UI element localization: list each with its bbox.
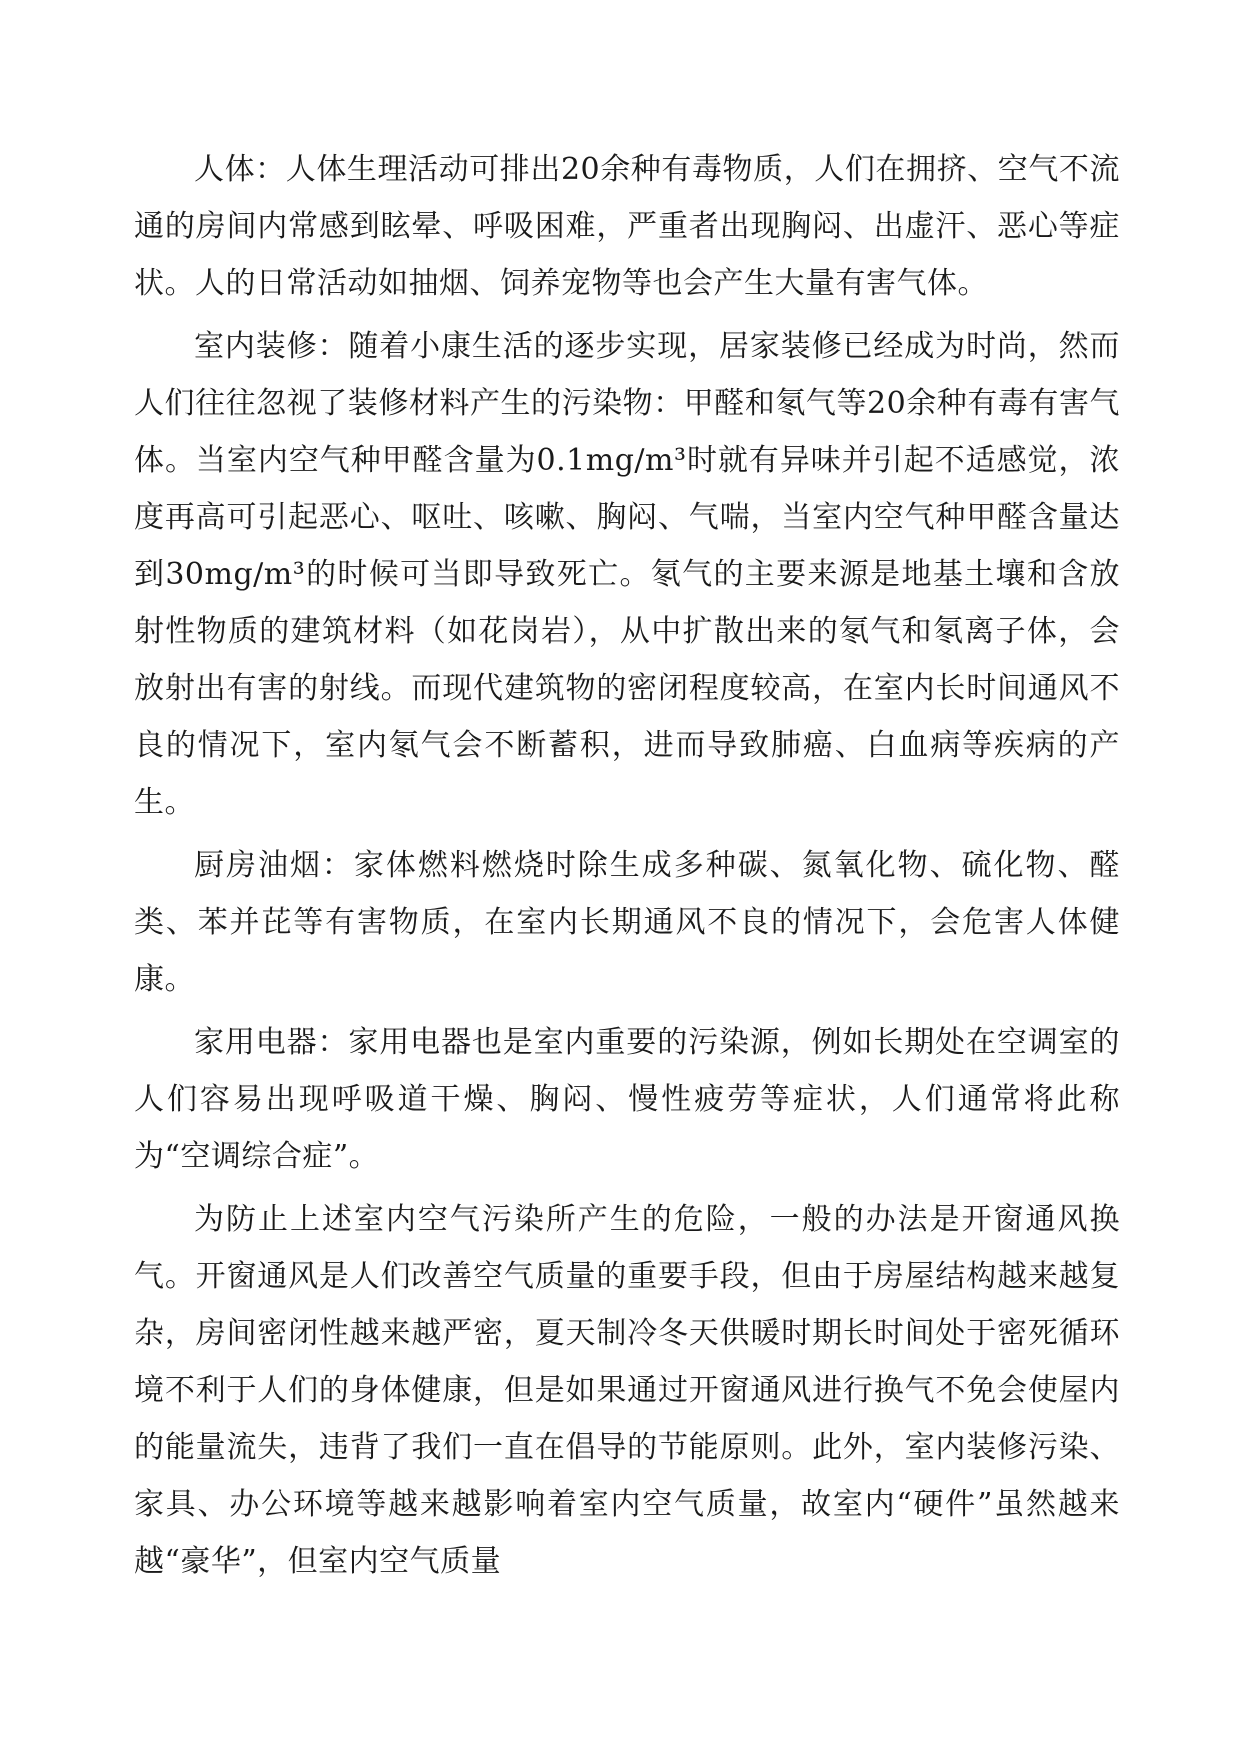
paragraph-kitchen-smoke: 厨房油烟：家体燃料燃烧时除生成多种碳、氮氧化物、硫化物、醛类、苯并芘等有害物质，在室内长期通风不良的情况下，会危害人体健康。: [134, 848, 1120, 997]
paragraph-human-body: 人体：人体生理活动可排出20余种有毒物质，人们在拥挤、空气不流通的房间内常感到眩晕、呼吸困难，严重者出现胸闷、出虚汗、恶心等症状。人的日常活动如抽烟、饲养宠物等也会产生大量有害气体。: [134, 152, 1120, 301]
paragraph-interior-decoration: 室内装修：随着小康生活的逐步实现，居家装修已经成为时尚，然而人们往往忽视了装修材料产生的污染物：甲醛和氡气等20余种有毒有害气体。当室内空气种甲醛含量为0.1mg/m³时就有异味并引起不适感觉，浓度再高可引起恶心、呕吐、咳嗽、胸闷、气喘，当室内空气种甲醛含量达到30mg/m³的时候可当即导致死亡。氡气的主要来源是地基土壤和含放射性物质的建筑材料（如花岗岩），从中扩散出来的氡气和氡离子体，会放射出有害的射线。而现代建筑物的密闭程度较高，在室内长时间通风不良的情况下，室内氡气会不断蓄积，进而导致肺癌、白血病等疾病的产生。: [134, 329, 1120, 820]
document-body: [134, 141, 1120, 1590]
paragraph-home-appliances: 家用电器：家用电器也是室内重要的污染源，例如长期处在空调室的人们容易出现呼吸道干燥、胸闷、慢性疲劳等症状，人们通常将此称为“空调综合症”。: [134, 1025, 1120, 1174]
paragraph-ventilation: 为防止上述室内空气污染所产生的危险，一般的办法是开窗通风换气。开窗通风是人们改善空气质量的重要手段，但由于房屋结构越来越复杂，房间密闭性越来越严密，夏天制冷冬天供暖时期长时间处于密死循环境不利于人们的身体健康，但是如果通过开窗通风进行换气不免会使屋内的能量流失，违背了我们一直在倡导的节能原则。此外，室内装修污染、家具、办公环境等越来越影响着室内空气质量，故室内“硬件”虽然越来越“豪华”，但室内空气质量: [134, 1202, 1120, 1579]
